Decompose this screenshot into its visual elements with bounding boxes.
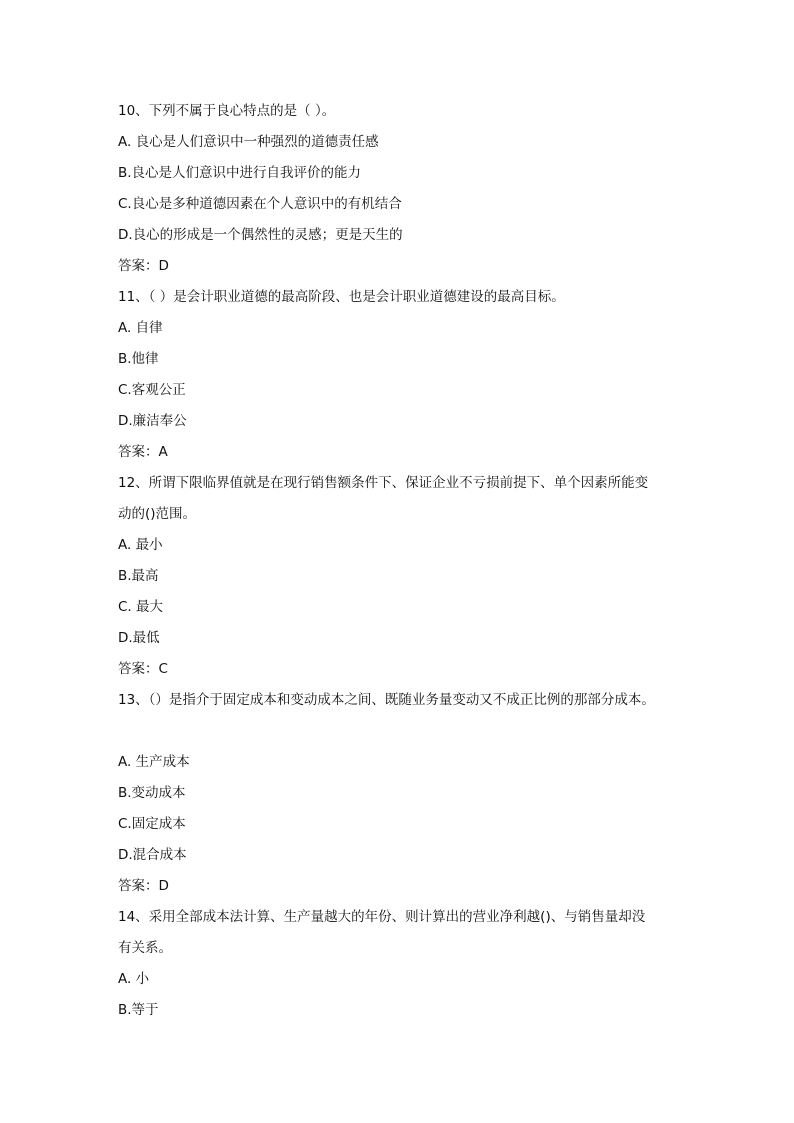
question-12-text-line1: 12、所谓下限临界值就是在现行销售额条件下、保证企业不亏损前提下、单个因素所能变 [118, 475, 649, 491]
q10-option-a: A. 良心是人们意识中一种强烈的道德责任感 [118, 134, 379, 150]
q12-option-c: C. 最大 [118, 599, 164, 615]
question-14-text-line1: 14、采用全部成本法计算、生产量越大的年份、则计算出的营业净利越()、与销售量却没 [118, 909, 646, 925]
question-13-text: 13、（）是指介于固定成本和变动成本之间、既随业务量变动又不成正比例的那部分成本。 [118, 692, 655, 708]
q11-option-d: D.廉洁奉公 [118, 413, 187, 429]
q10-option-d: D.良心的形成是一个偶然性的灵感；更是天生的 [118, 227, 403, 243]
question-12-text-line2: 动的()范围。 [118, 506, 197, 522]
q13-option-d: D.混合成本 [118, 847, 187, 863]
blank-line [118, 716, 698, 747]
q12-option-d: D.最低 [118, 630, 160, 646]
q10-answer: 答案：D [118, 258, 169, 274]
q14-option-a: A. 小 [118, 971, 150, 987]
q13-option-a: A. 生产成本 [118, 754, 190, 770]
document-page [118, 96, 698, 1026]
q12-answer: 答案：C [118, 661, 168, 677]
question-14-text-line2: 有关系。 [118, 940, 172, 956]
q13-option-c: C.固定成本 [118, 816, 186, 832]
q12-option-b: B.最高 [118, 568, 159, 584]
q11-option-b: B.他律 [118, 351, 159, 367]
q11-answer: 答案：A [118, 444, 168, 460]
q10-option-c: C.良心是多种道德因素在个人意识中的有机结合 [118, 196, 402, 212]
q11-option-c: C.客观公正 [118, 382, 186, 398]
q13-answer: 答案：D [118, 878, 169, 894]
question-11-text: 11、（ ）是会计职业道德的最高阶段、也是会计职业道德建设的最高目标。 [118, 289, 565, 305]
q14-option-b: B.等于 [118, 1002, 159, 1018]
q12-option-a: A. 最小 [118, 537, 163, 553]
q10-option-b: B.良心是人们意识中进行自我评价的能力 [118, 165, 362, 181]
q13-option-b: B.变动成本 [118, 785, 186, 801]
q11-option-a: A. 自律 [118, 320, 163, 336]
question-10-text: 10、下列不属于良心特点的是（ ）。 [118, 103, 336, 119]
